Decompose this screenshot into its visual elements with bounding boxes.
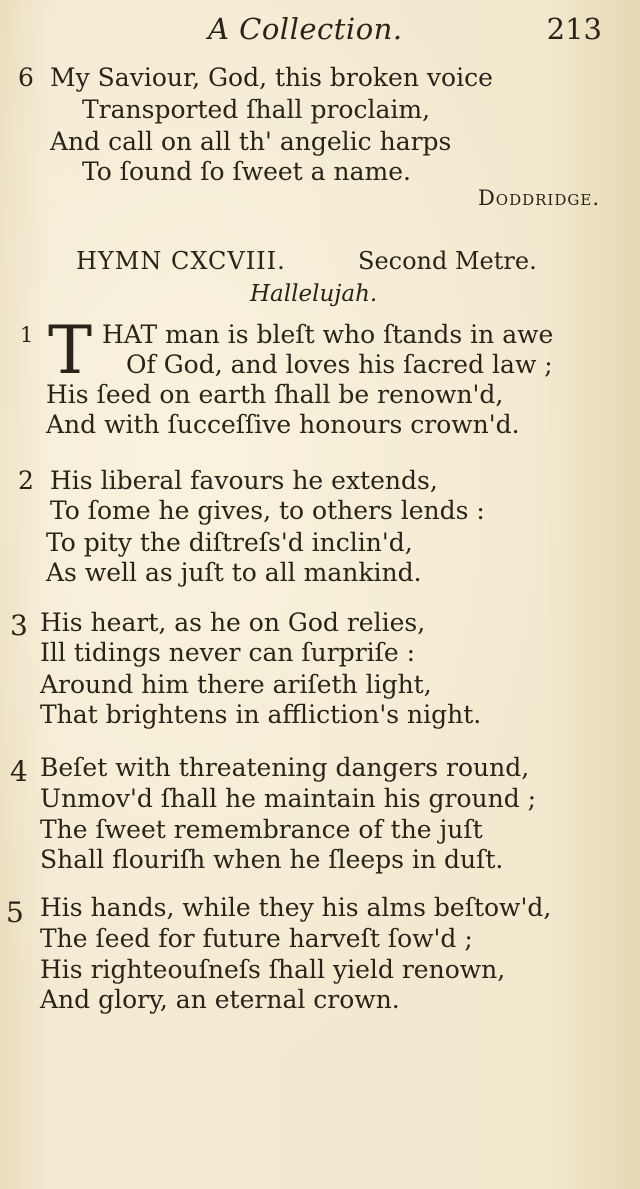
running-head: A Collection.: [208, 12, 403, 46]
stanza-number: 4: [10, 755, 28, 788]
hymn-subtitle: Hallelujah.: [250, 281, 378, 307]
stanza-number: 2: [18, 466, 34, 495]
verse-line: And call on all th' angelic harps: [50, 127, 452, 156]
stanza-number: 6: [18, 63, 34, 92]
stanza-number: 3: [10, 609, 28, 642]
stanza-number: 5: [6, 896, 24, 929]
hymn-metre: Second Metre.: [358, 247, 537, 275]
verse-line: Beſet with threatening dangers round,: [40, 753, 530, 782]
verse-line: And with ſucceſſive honours crown'd.: [46, 410, 520, 439]
verse-line: Of God, and loves his ſacred law ;: [126, 350, 553, 379]
verse-line: My Saviour, God, this broken voice: [50, 63, 493, 92]
verse-line: To ſome he gives, to others lends :: [50, 496, 485, 525]
verse-line: Transported ſhall proclaim,: [82, 95, 431, 124]
verse-line: That brightens in affliction's night.: [40, 700, 482, 729]
verse-line: To pity the diſtreſs'd inclin'd,: [46, 528, 413, 557]
verse-line: His hands, while they his alms beſtow'd,: [40, 893, 552, 922]
verse-line: And glory, an eternal crown.: [40, 985, 400, 1014]
verse-line: To ſound ſo ſweet a name.: [82, 157, 411, 186]
verse-line: His ſeed on earth ſhall be renown'd,: [46, 380, 504, 409]
verse-line: The ſweet remembrance of the juſt: [40, 815, 483, 844]
verse-line: Around him there ariſeth light,: [40, 670, 432, 699]
verse-line: Shall flouriſh when he ſleeps in duſt.: [40, 845, 504, 874]
hymn-title: HYMN CXCVIII.: [76, 247, 286, 275]
verse-line: Ill tidings never can ſurpriſe :: [40, 638, 416, 667]
verse-line: HAT man is bleſt who ſtands in awe: [102, 320, 554, 349]
verse-line: His heart, as he on God relies,: [40, 608, 426, 637]
verse-line: His righteouſneſs ſhall yield renown,: [40, 955, 506, 984]
page-number: 213: [546, 12, 602, 46]
verse-line: As well as juſt to all mankind.: [46, 558, 422, 587]
verse-line: His liberal favours he extends,: [50, 466, 438, 495]
verse-line: Unmov'd ſhall he maintain his ground ;: [40, 784, 537, 813]
verse-line: The ſeed for future harveſt ſow'd ;: [40, 924, 473, 953]
drop-cap: T: [48, 312, 93, 389]
hymn-author: Doddridge.: [477, 186, 600, 210]
stanza-number: 1: [20, 323, 34, 347]
